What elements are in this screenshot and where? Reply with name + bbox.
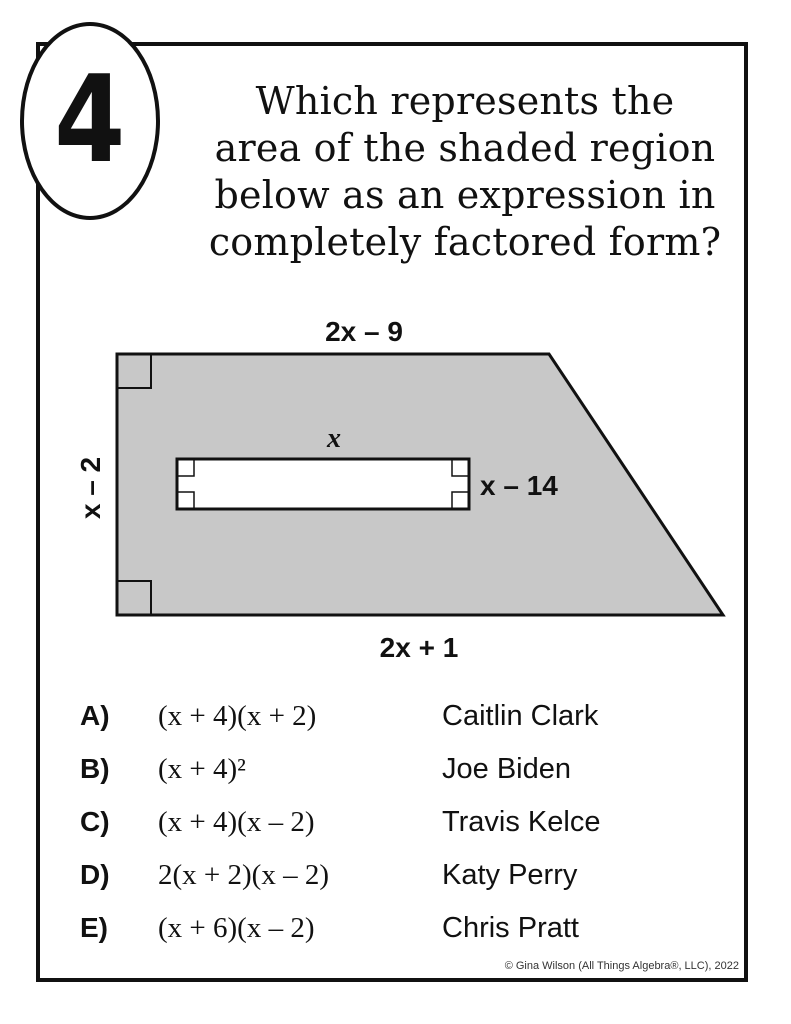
question-line: Which represents the	[255, 79, 675, 123]
question-line: completely factored form?	[208, 220, 722, 264]
inner-width-label: x	[327, 423, 341, 454]
problem-number: 4	[54, 51, 126, 190]
choice-name: Joe Biden	[442, 753, 571, 785]
inner-height-label: x – 14	[480, 470, 558, 501]
choice-expression: (x + 4)(x + 2)	[158, 700, 317, 732]
choice-letter: A)	[80, 700, 110, 731]
choice-name: Travis Kelce	[442, 806, 601, 838]
question-line: below as an expression in	[214, 173, 716, 217]
choice-name: Caitlin Clark	[442, 700, 599, 732]
choice-expression: (x + 4)²	[158, 753, 246, 785]
choice-letter: C)	[80, 806, 110, 837]
copyright-credit: © Gina Wilson (All Things Algebra®, LLC), 2022	[504, 960, 739, 972]
choice-expression: 2(x + 2)(x – 2)	[158, 859, 329, 891]
choice-letter: E)	[80, 912, 108, 943]
unshaded-rectangle	[177, 459, 469, 509]
choice-expression: (x + 4)(x – 2)	[158, 806, 315, 838]
question-line: area of the shaded region	[214, 126, 716, 170]
choice-name: Katy Perry	[442, 859, 578, 891]
height-label: x – 2	[75, 456, 106, 520]
choice-name: Chris Pratt	[442, 912, 579, 944]
choice-letter: B)	[80, 753, 110, 784]
choice-letter: D)	[80, 859, 110, 890]
top-base-label: 2x – 9	[325, 316, 403, 347]
bottom-base-label: 2x + 1	[379, 632, 459, 663]
choice-expression: (x + 6)(x – 2)	[158, 912, 315, 944]
